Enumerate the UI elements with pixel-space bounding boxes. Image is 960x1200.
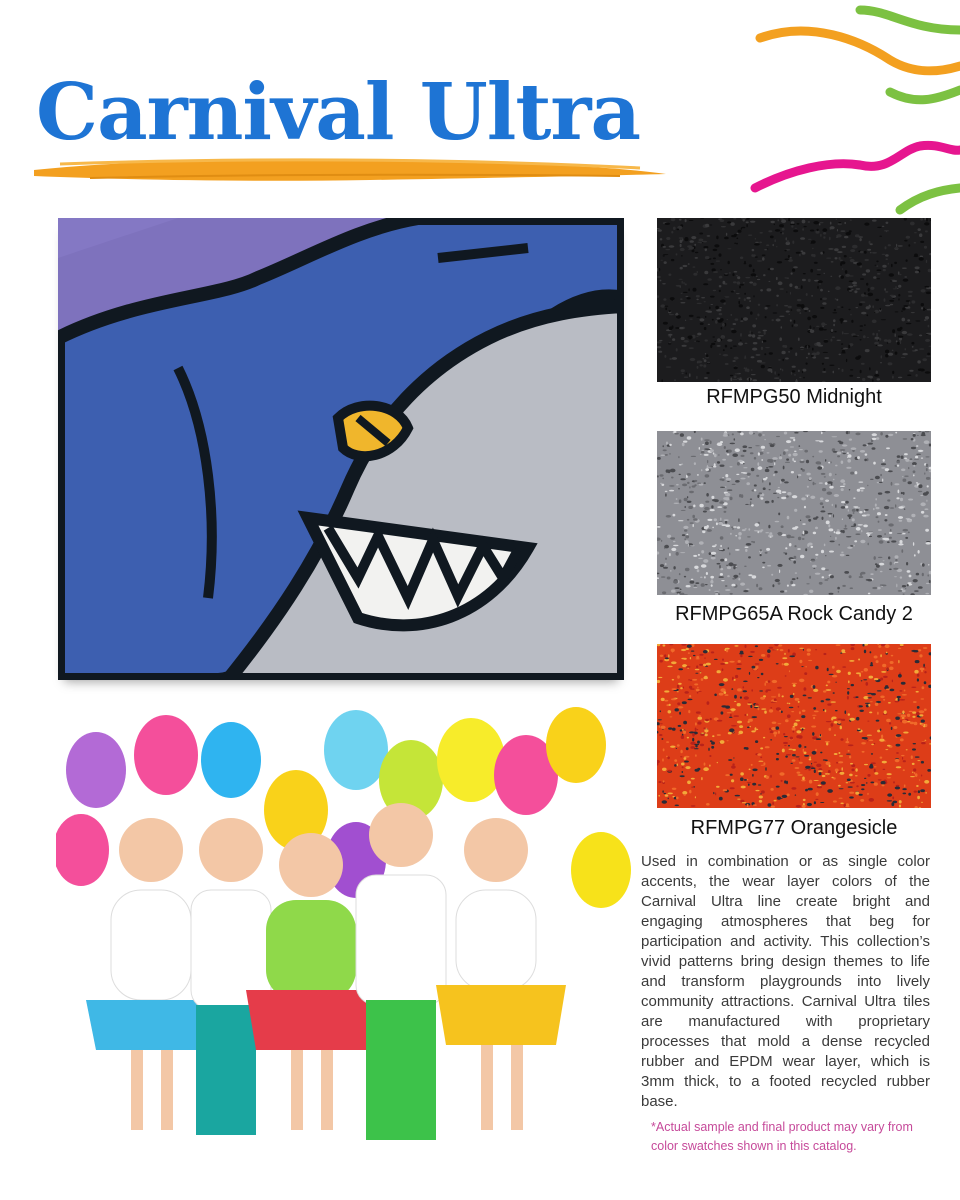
swatch-midnight-image xyxy=(657,218,931,382)
page-title: Carnival Ultra xyxy=(36,67,641,158)
swatch-orangesicle-image xyxy=(657,644,931,808)
decorative-squiggles xyxy=(750,0,960,220)
product-description: Used in combination or as single color accents, the wear layer colors of the Carnival Ultra line create bright and engaging atmospheres that beg for participation and activity. This collection’s vivid patterns bring design themes to life and transform playgrounds into lively community attractions. Carnival Ultra tiles are manufactured with proprietary processes that mold a dense recycled rubber and EPDM wear layer, which is 3mm thick, to a footed recycled rubber base. xyxy=(641,853,930,1110)
swatch-rock-candy-image xyxy=(657,431,931,595)
swatch-label-orangesicle: RFMPG77 Orangesicle xyxy=(690,817,898,839)
title-brush-underline xyxy=(30,150,670,186)
swatch-label-rock-candy: RFMPG65A Rock Candy 2 xyxy=(675,603,913,625)
kids-with-balloons-image xyxy=(56,700,646,1170)
color-disclaimer-note: *Actual sample and final product may vary from color swatches shown in this catalog. xyxy=(651,1120,913,1153)
shark-mural-image xyxy=(58,218,624,680)
swatch-label-midnight: RFMPG50 Midnight xyxy=(706,386,882,408)
